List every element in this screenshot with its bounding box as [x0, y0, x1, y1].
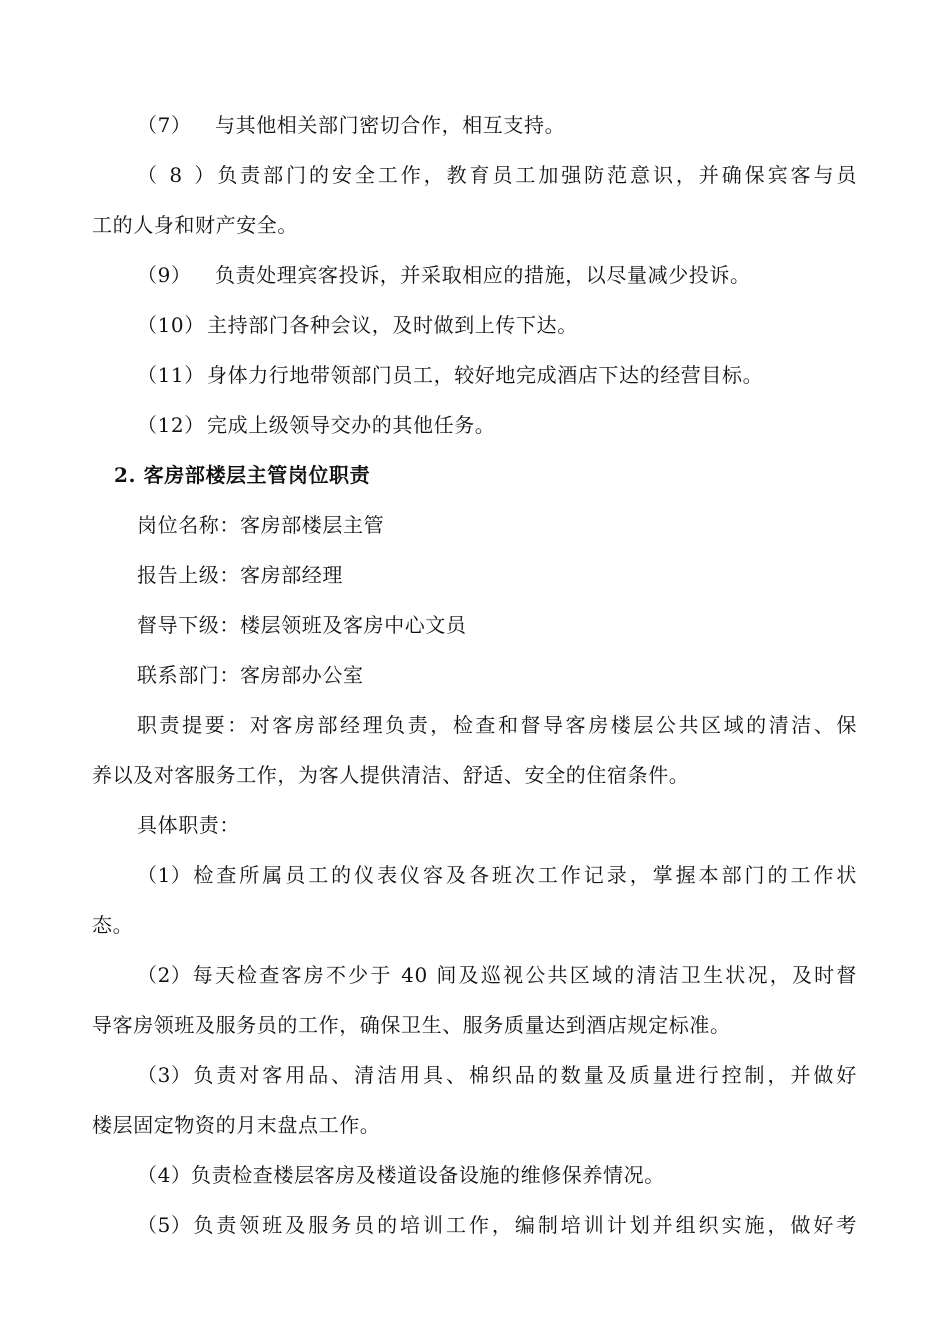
report-to: 报告上级：客房部经理 [137, 563, 343, 587]
duty-item-continuation: 楼层固定物资的月末盘点工作。 [92, 1113, 381, 1137]
duty-summary-line2: 养以及对客服务工作，为客人提供清洁、舒适、安全的住宿条件。 [92, 763, 690, 787]
item-text: 负责检查楼层客房及楼道设备设施的维修保养情况。 [191, 1163, 665, 1187]
item-text: 每天检查客房不少于 40 间及巡视公共区域的清洁卫生状况，及时督 [191, 963, 857, 987]
item-text: 与其他相关部门密切合作，相互支持。 [215, 113, 566, 137]
item-text: 负责处理宾客投诉，并采取相应的措施，以尽量减少投诉。 [215, 263, 751, 287]
item-number: （5） [137, 1213, 192, 1237]
item-text: 完成上级领导交办的其他任务。 [207, 413, 496, 437]
duty-item [137, 1161, 665, 1189]
list-item [137, 111, 565, 139]
duty-summary-line1: 职责提要：对客房部经理负责，检查和督导客房楼层公共区域的清洁、保 [137, 713, 857, 737]
item-number: （8） [137, 163, 215, 187]
section-heading: 2. 客房部楼层主管岗位职责 [114, 463, 371, 487]
item-text: 负责部门的安全工作，教育员工加强防范意识，并确保宾客与员 [215, 163, 857, 187]
duty-item [137, 961, 857, 989]
list-item [137, 411, 495, 439]
post-name: 岗位名称：客房部楼层主管 [137, 513, 385, 537]
item-number: （11） [137, 363, 205, 387]
duty-item [137, 861, 857, 889]
contact-department: 联系部门：客房部办公室 [137, 663, 364, 687]
item-number: （1） [137, 863, 192, 887]
list-item [137, 261, 751, 289]
item-number: （4） [137, 1163, 192, 1187]
item-number: （9） [137, 263, 192, 287]
item-text: 检查所属员工的仪表仪容及各班次工作记录，掌握本部门的工作状 [191, 863, 857, 887]
duties-label: 具体职责： [137, 813, 240, 837]
item-text: 主持部门各种会议，及时做到上传下达。 [207, 313, 578, 337]
item-number: （12） [137, 413, 205, 437]
item-text: 负责领班及服务员的培训工作，编制培训计划并组织实施，做好考 [191, 1213, 857, 1237]
item-text: 负责对客用品、清洁用具、棉织品的数量及质量进行控制，并做好 [191, 1063, 857, 1087]
list-item [137, 311, 578, 339]
item-number: （2） [137, 963, 192, 987]
item-number: （10） [137, 313, 205, 337]
duty-item-continuation: 态。 [92, 913, 134, 937]
duty-item [137, 1061, 857, 1089]
item-number: （3） [137, 1063, 192, 1087]
list-item [137, 161, 857, 189]
item-number: （7） [137, 113, 192, 137]
item-text: 身体力行地带领部门员工，较好地完成酒店下达的经营目标。 [207, 363, 764, 387]
list-item [137, 361, 763, 389]
list-item-continuation: 工的人身和财产安全。 [92, 213, 298, 237]
duty-item-continuation: 导客房领班及服务员的工作，确保卫生、服务质量达到酒店规定标准。 [92, 1013, 731, 1037]
duty-item [137, 1211, 857, 1239]
supervise: 督导下级：楼层领班及客房中心文员 [137, 613, 467, 637]
